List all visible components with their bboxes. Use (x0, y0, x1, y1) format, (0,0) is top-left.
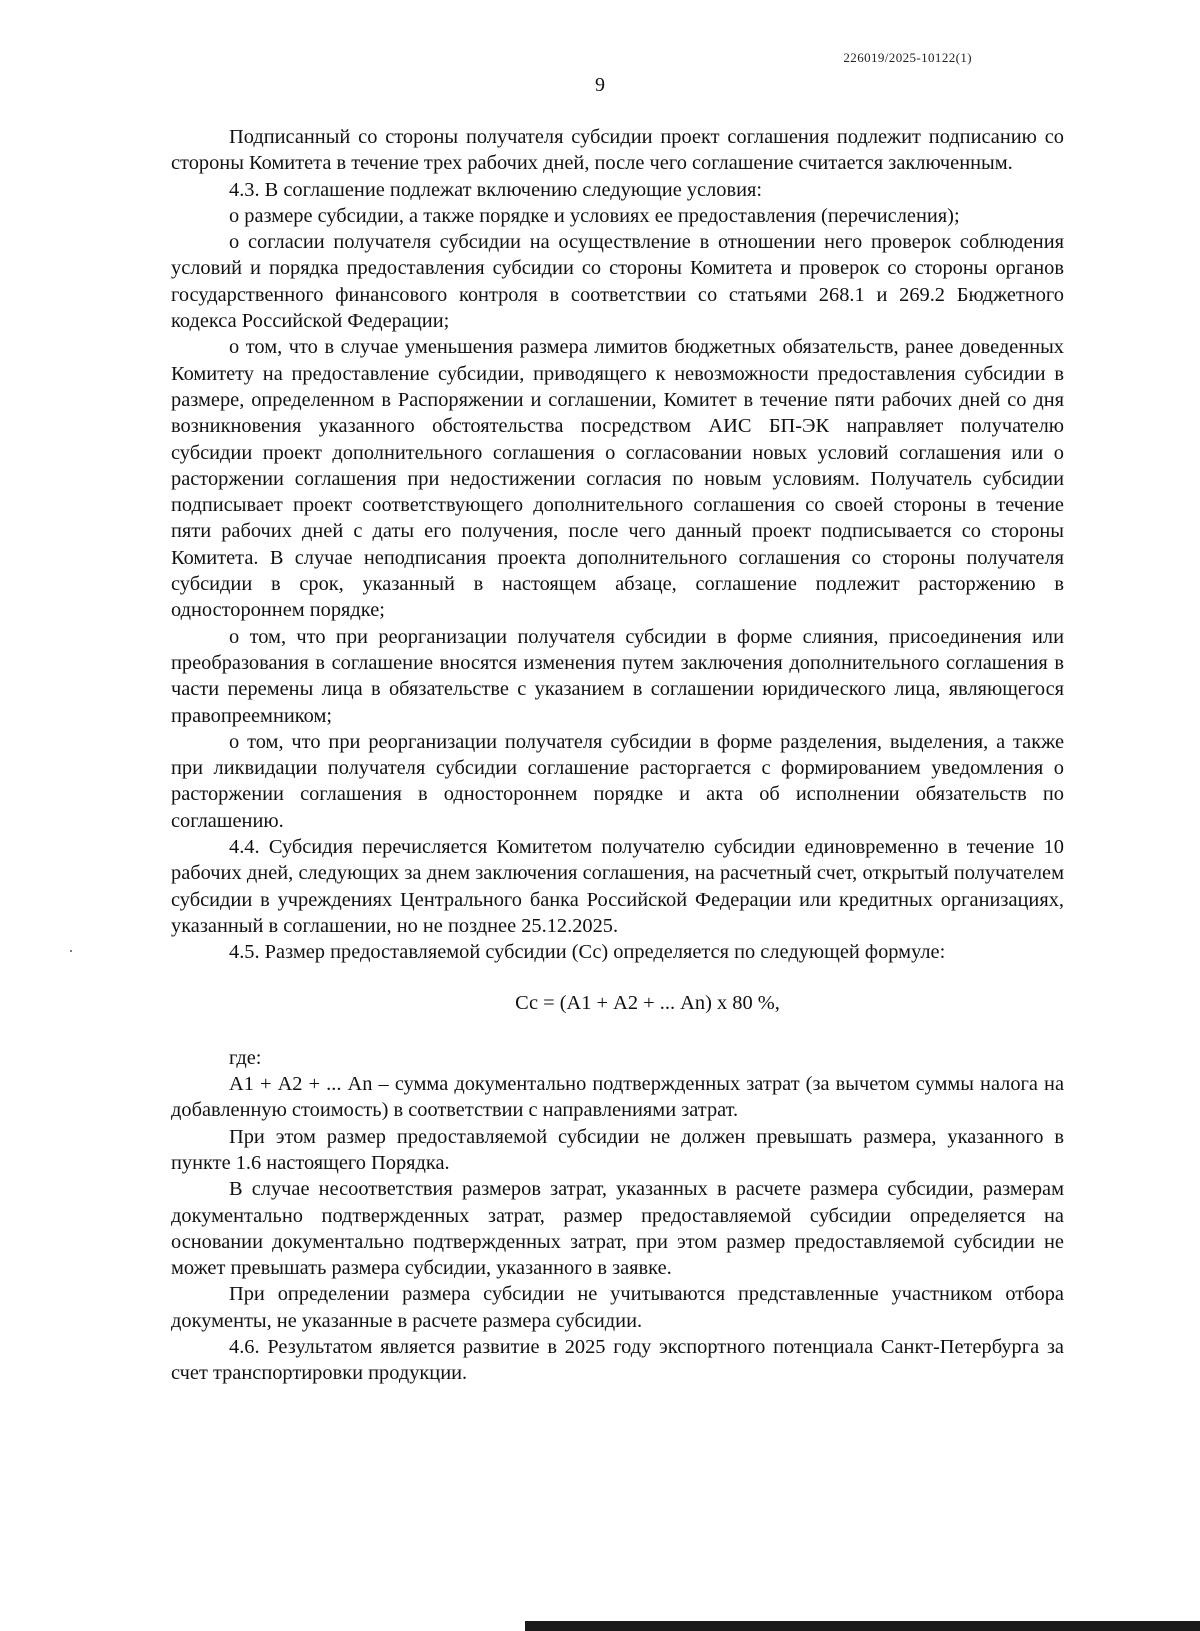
paragraph-4-6: 4.6. Результатом является развитие в 2025 году экспортного потенциала Санкт-Петербурга за счет транспортировки продукции. (171, 1336, 1064, 1385)
subsidy-formula: Сс = (А1 + А2 + ... Аn) х 80 %, (515, 991, 780, 1014)
paragraph-signing: Подписанный со стороны получателя субсидии проект соглашения подлежит подписанию со стороны Комитета в течение трех рабочих дней, после чего соглашение считается заключенным. (171, 126, 1064, 175)
paragraph-4-4: 4.4. Субсидия перечисляется Комитетом получателю субсидии единовременно в течение 10 рабочих дней, следующих за днем заключения соглашения, на расчетный счет, открытый получателем субсидии в учреждениях Центрального банка Российской Федерации или кредитных организациях, указанный в соглашении, но не позднее 25.12.2025. (171, 836, 1064, 937)
scan-bottom-edge (525, 1621, 1200, 1631)
paragraph-condition-limits: о том, что в случае уменьшения размера лимитов бюджетных обязательств, ранее доведенных Комитету на предоставление субсидии, приводящего к невозможности предоставления субсидии в размере, определенном в Распоряжении и соглашении, Комитет в течение пяти рабочих дней со дня возникновения указанного обстоятельства посредством АИС БП-ЭК направляет получателю субсидии проект дополнительного соглашения о согласовании новых условий соглашения или о расторжении соглашения при недостижении согласия по новым условиям. Получатель субсидии подписывает проект соответствующего дополнительного соглашения со своей стороны в течение пяти рабочих дней с даты его получения, после чего данный проект подписывается со стороны Комитета. В случае неподписания проекта дополнительного соглашения со стороны получателя субсидии в срок, указанный в настоящем абзаце, соглашение подлежит расторжению в одностороннем порядке; (171, 336, 1064, 622)
paragraph-where: где: (229, 1046, 262, 1069)
scan-speck (70, 950, 72, 952)
paragraph-condition-audit: о согласии получателя субсидии на осуществление в отношении него проверок соблюдения условий и порядка предоставления субсидии со стороны Комитета и проверок со стороны органов государственного финансового контроля в соответствии со статьями 268.1 и 269.2 Бюджетного кодекса Российской Федерации; (171, 231, 1064, 333)
document-body (171, 124, 1064, 1387)
paragraph-condition-liquidation: о том, что при реорганизации получателя субсидии в форме разделения, выделения, а также при ликвидации получателя субсидии соглашение расторгается с формированием уведомления о расторжении соглашения в одностороннем порядке и акта об исполнении обязательств по соглашению. (171, 730, 1064, 832)
document-id: 226019/2025-10122(1) (843, 50, 972, 65)
page-number: 9 (595, 74, 605, 96)
paragraph-condition-merger: о том, что при реорганизации получателя субсидии в форме слияния, присоединения или преобразования в соглашение вносятся изменения путем заключения дополнительного соглашения в части перемены лица в обязательстве с указанием в соглашении юридического лица, являющегося правопреемником; (171, 625, 1064, 727)
paragraph-mismatch: В случае несоответствия размеров затрат, указанных в расчете размера субсидии, размерам документально подтвержденных затрат, размер предоставляемой субсидии определяется на основании документально подтвержденных затрат, при этом размер предоставляемой субсидии не может превышать размера субсидии, указанного в заявке. (171, 1178, 1064, 1280)
paragraph-max-limit: При этом размер предоставляемой субсидии не должен превышать размера, указанного в пункте 1.6 настоящего Порядка. (171, 1125, 1064, 1174)
paragraph-4-5: 4.5. Размер предоставляемой субсидии (Сс) определяется по следующей формуле: (229, 941, 946, 964)
paragraph-costs-definition: А1 + А2 + ... Аn – сумма документально подтвержденных затрат (за вычетом суммы налога на добавленную стоимость) в соответствии с направлениями затрат. (171, 1073, 1064, 1122)
paragraph-4-3-heading: 4.3. В соглашение подлежат включению следующие условия: (229, 178, 763, 201)
paragraph-not-counted: При определении размера субсидии не учитываются представленные участником отбора документы, не указанные в расчете размера субсидии. (171, 1283, 1064, 1332)
paragraph-condition-amount: о размере субсидии, а также порядке и условиях ее предоставления (перечисления); (229, 204, 960, 227)
